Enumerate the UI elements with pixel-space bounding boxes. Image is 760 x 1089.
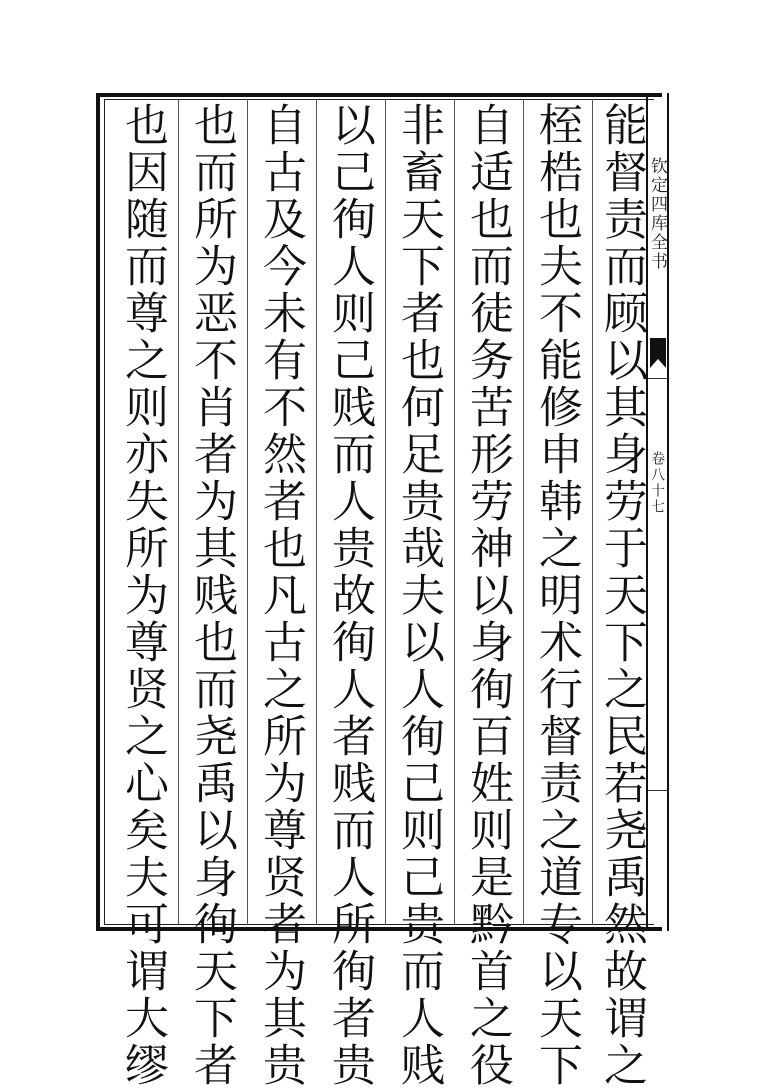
margin-lower-rule <box>648 790 668 791</box>
column-rule <box>178 99 179 925</box>
margin-volume-label: 卷八十七 <box>649 451 665 515</box>
column-rule <box>454 99 455 925</box>
margin-book-title: 钦定四库全书 <box>647 157 667 271</box>
text-column-2: 桎梏也夫不能修申韩之明术行督责之道专以天下 <box>531 102 582 1089</box>
column-rule <box>592 99 593 925</box>
text-column-8: 也因随而尊之则亦失所为尊贤之心矣夫可谓大缪 <box>117 102 168 1089</box>
column-rule <box>523 99 524 925</box>
text-column-6: 自古及今未有不然者也凡古之所为尊贤者为其贵 <box>255 102 306 1089</box>
text-column-4: 非畜天下者也何足贵哉夫以人徇己则己贵而人贱 <box>393 102 444 1089</box>
fishtail-rule <box>648 378 668 379</box>
text-column-3: 自适也而徒务苦形劳神以身徇百姓则是黔首之役 <box>462 102 513 1089</box>
column-rule <box>385 99 386 925</box>
column-rule <box>316 99 317 925</box>
text-column-1: 能督责而顾以其身劳于天下之民若尧禹然故谓之 <box>596 102 647 1089</box>
text-column-7: 也而所为恶不肖者为其贱也而尧禹以身徇天下者 <box>186 102 237 1089</box>
column-rule <box>247 99 248 925</box>
text-column-5: 以己徇人则己贱而人贵故徇人者贱而人所徇者贵 <box>324 102 375 1089</box>
